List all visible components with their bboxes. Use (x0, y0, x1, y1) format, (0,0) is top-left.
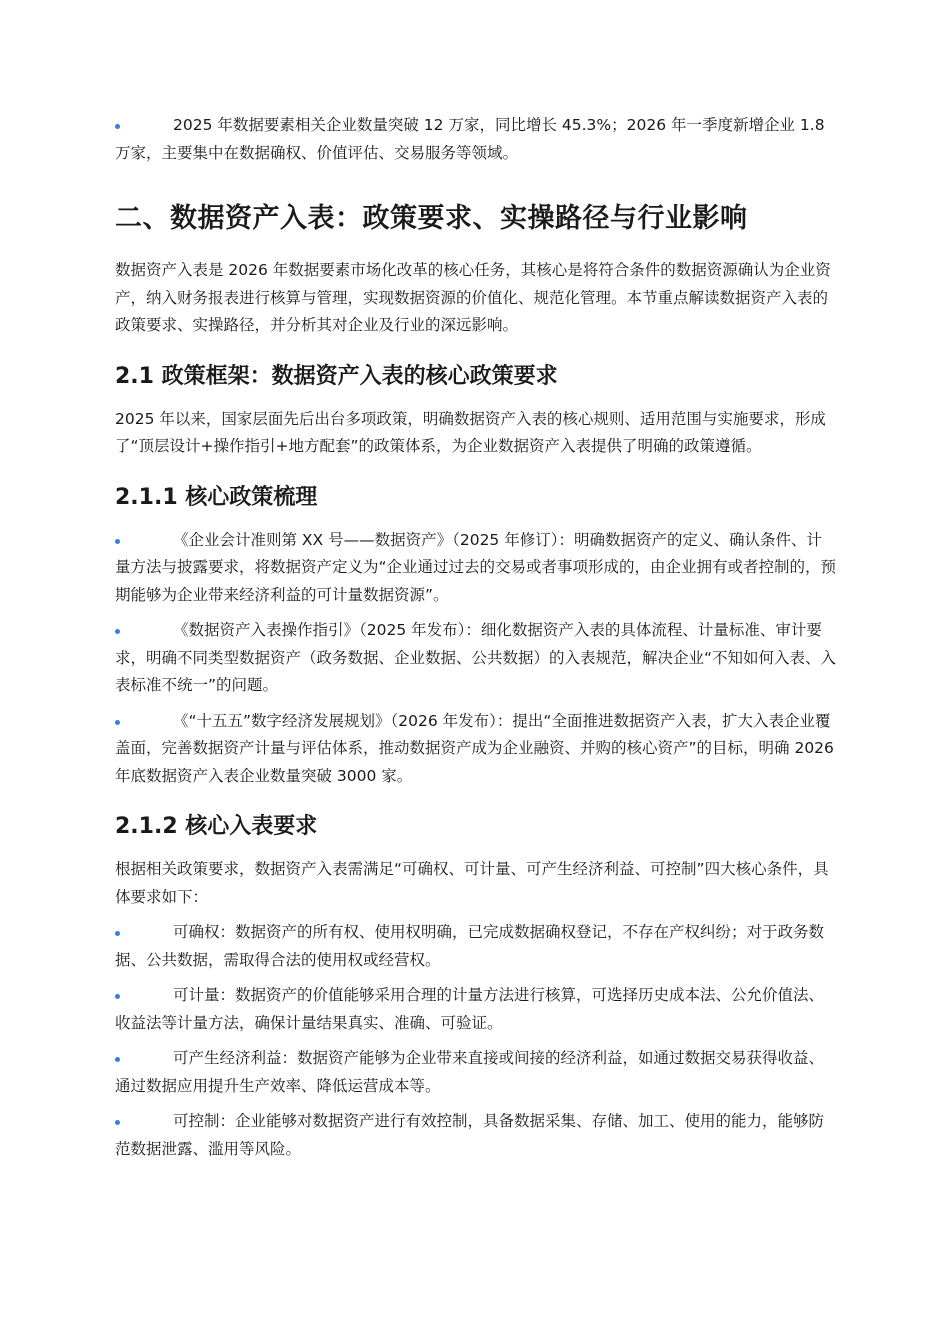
section-heading: 二、数据资产入表：政策要求、实操路径与行业影响 (115, 203, 748, 234)
bullet-dot (115, 539, 120, 544)
list-item-text: 可产生经济利益：数据资产能够为企业带来直接或间接的经济利益，如通过数据交易获得收益、通过数据应用提升生产效率、降低运营成本等。 (115, 1049, 825, 1095)
subsection-intro: 2025 年以来，国家层面先后出台多项政策，明确数据资产入表的核心规则、适用范围与实施要求，形成了“顶层设计+操作指引+地方配套”的政策体系，为企业数据资产入表提供了明确的政策遵循。 (115, 409, 826, 455)
list-item (115, 919, 837, 974)
subsection-heading: 2.1 政策框架：数据资产入表的核心政策要求 (115, 363, 558, 389)
bullet-dot (115, 994, 120, 999)
list-item-text: 可确权：数据资产的所有权、使用权明确，已完成数据确权登记，不存在产权纠纷；对于政务数据、公共数据，需取得合法的使用权或经营权。 (115, 923, 825, 969)
list-item-text: 《“十五五”数字经济发展规划》（2026 年发布）：提出“全面推进数据资产入表，扩大入表企业覆盖面，完善数据资产计量与评估体系，推动数据资产成为企业融资、并购的核心资产”的目标，明确 2026 年底数据资产入表企业数量突破 3000 家。 (115, 711, 834, 785)
list-item (115, 617, 837, 700)
list-item (115, 982, 837, 1037)
bullet-dot (115, 931, 120, 936)
bullet-dot (115, 124, 120, 129)
bullet-dot (115, 1120, 120, 1125)
bullet-dot (115, 720, 120, 725)
document-page (115, 112, 837, 1171)
section-intro: 数据资产入表是 2026 年数据要素市场化改革的核心任务，其核心是将符合条件的数据资源确认为企业资产，纳入财务报表进行核算与管理，实现数据资源的价值化、规范化管理。本节重点解读数据资产入表的政策要求、实操路径，并分析其对企业及行业的深远影响。 (115, 261, 831, 334)
list-item-text: 2025 年数据要素相关企业数量突破 12 万家，同比增长 45.3%；2026 年一季度新增企业 1.8 万家，主要集中在数据确权、价值评估、交易服务等领域。 (115, 116, 825, 162)
list-item (115, 527, 837, 610)
list-item (115, 112, 837, 167)
list-item (115, 1108, 837, 1163)
subsubsection-heading: 2.1.1 核心政策梳理 (115, 484, 318, 510)
list-item-text: 可控制：企业能够对数据资产进行有效控制，具备数据采集、存储、加工、使用的能力，能够防范数据泄露、滥用等风险。 (115, 1112, 825, 1158)
list-item-text: 《企业会计准则第 XX 号——数据资产》（2025 年修订）：明确数据资产的定义、确认条件、计量方法与披露要求，将数据资产定义为“企业通过过去的交易或者事项形成的，由企业拥有或者控制的，预期能够为企业带来经济利益的可计量数据资源”。 (115, 530, 837, 604)
list-item-text: 可计量：数据资产的价值能够采用合理的计量方法进行核算，可选择历史成本法、公允价值法、收益法等计量方法，确保计量结果真实、准确、可验证。 (115, 986, 825, 1032)
subsubsection-heading: 2.1.2 核心入表要求 (115, 814, 318, 839)
list-item (115, 1045, 837, 1100)
list-item (115, 708, 837, 791)
list-item-text: 《数据资产入表操作指引》（2025 年发布）：细化数据资产入表的具体流程、计量标准、审计要求，明确不同类型数据资产（政务数据、企业数据、公共数据）的入表规范，解决企业“不知如何入表、入表标准不统一”的问题。 (115, 621, 837, 694)
subsubsection-intro: 根据相关政策要求，数据资产入表需满足“可确权、可计量、可产生经济利益、可控制”四大核心条件，具体要求如下： (115, 860, 829, 906)
bullet-dot (115, 1057, 120, 1062)
bullet-dot (115, 629, 120, 634)
